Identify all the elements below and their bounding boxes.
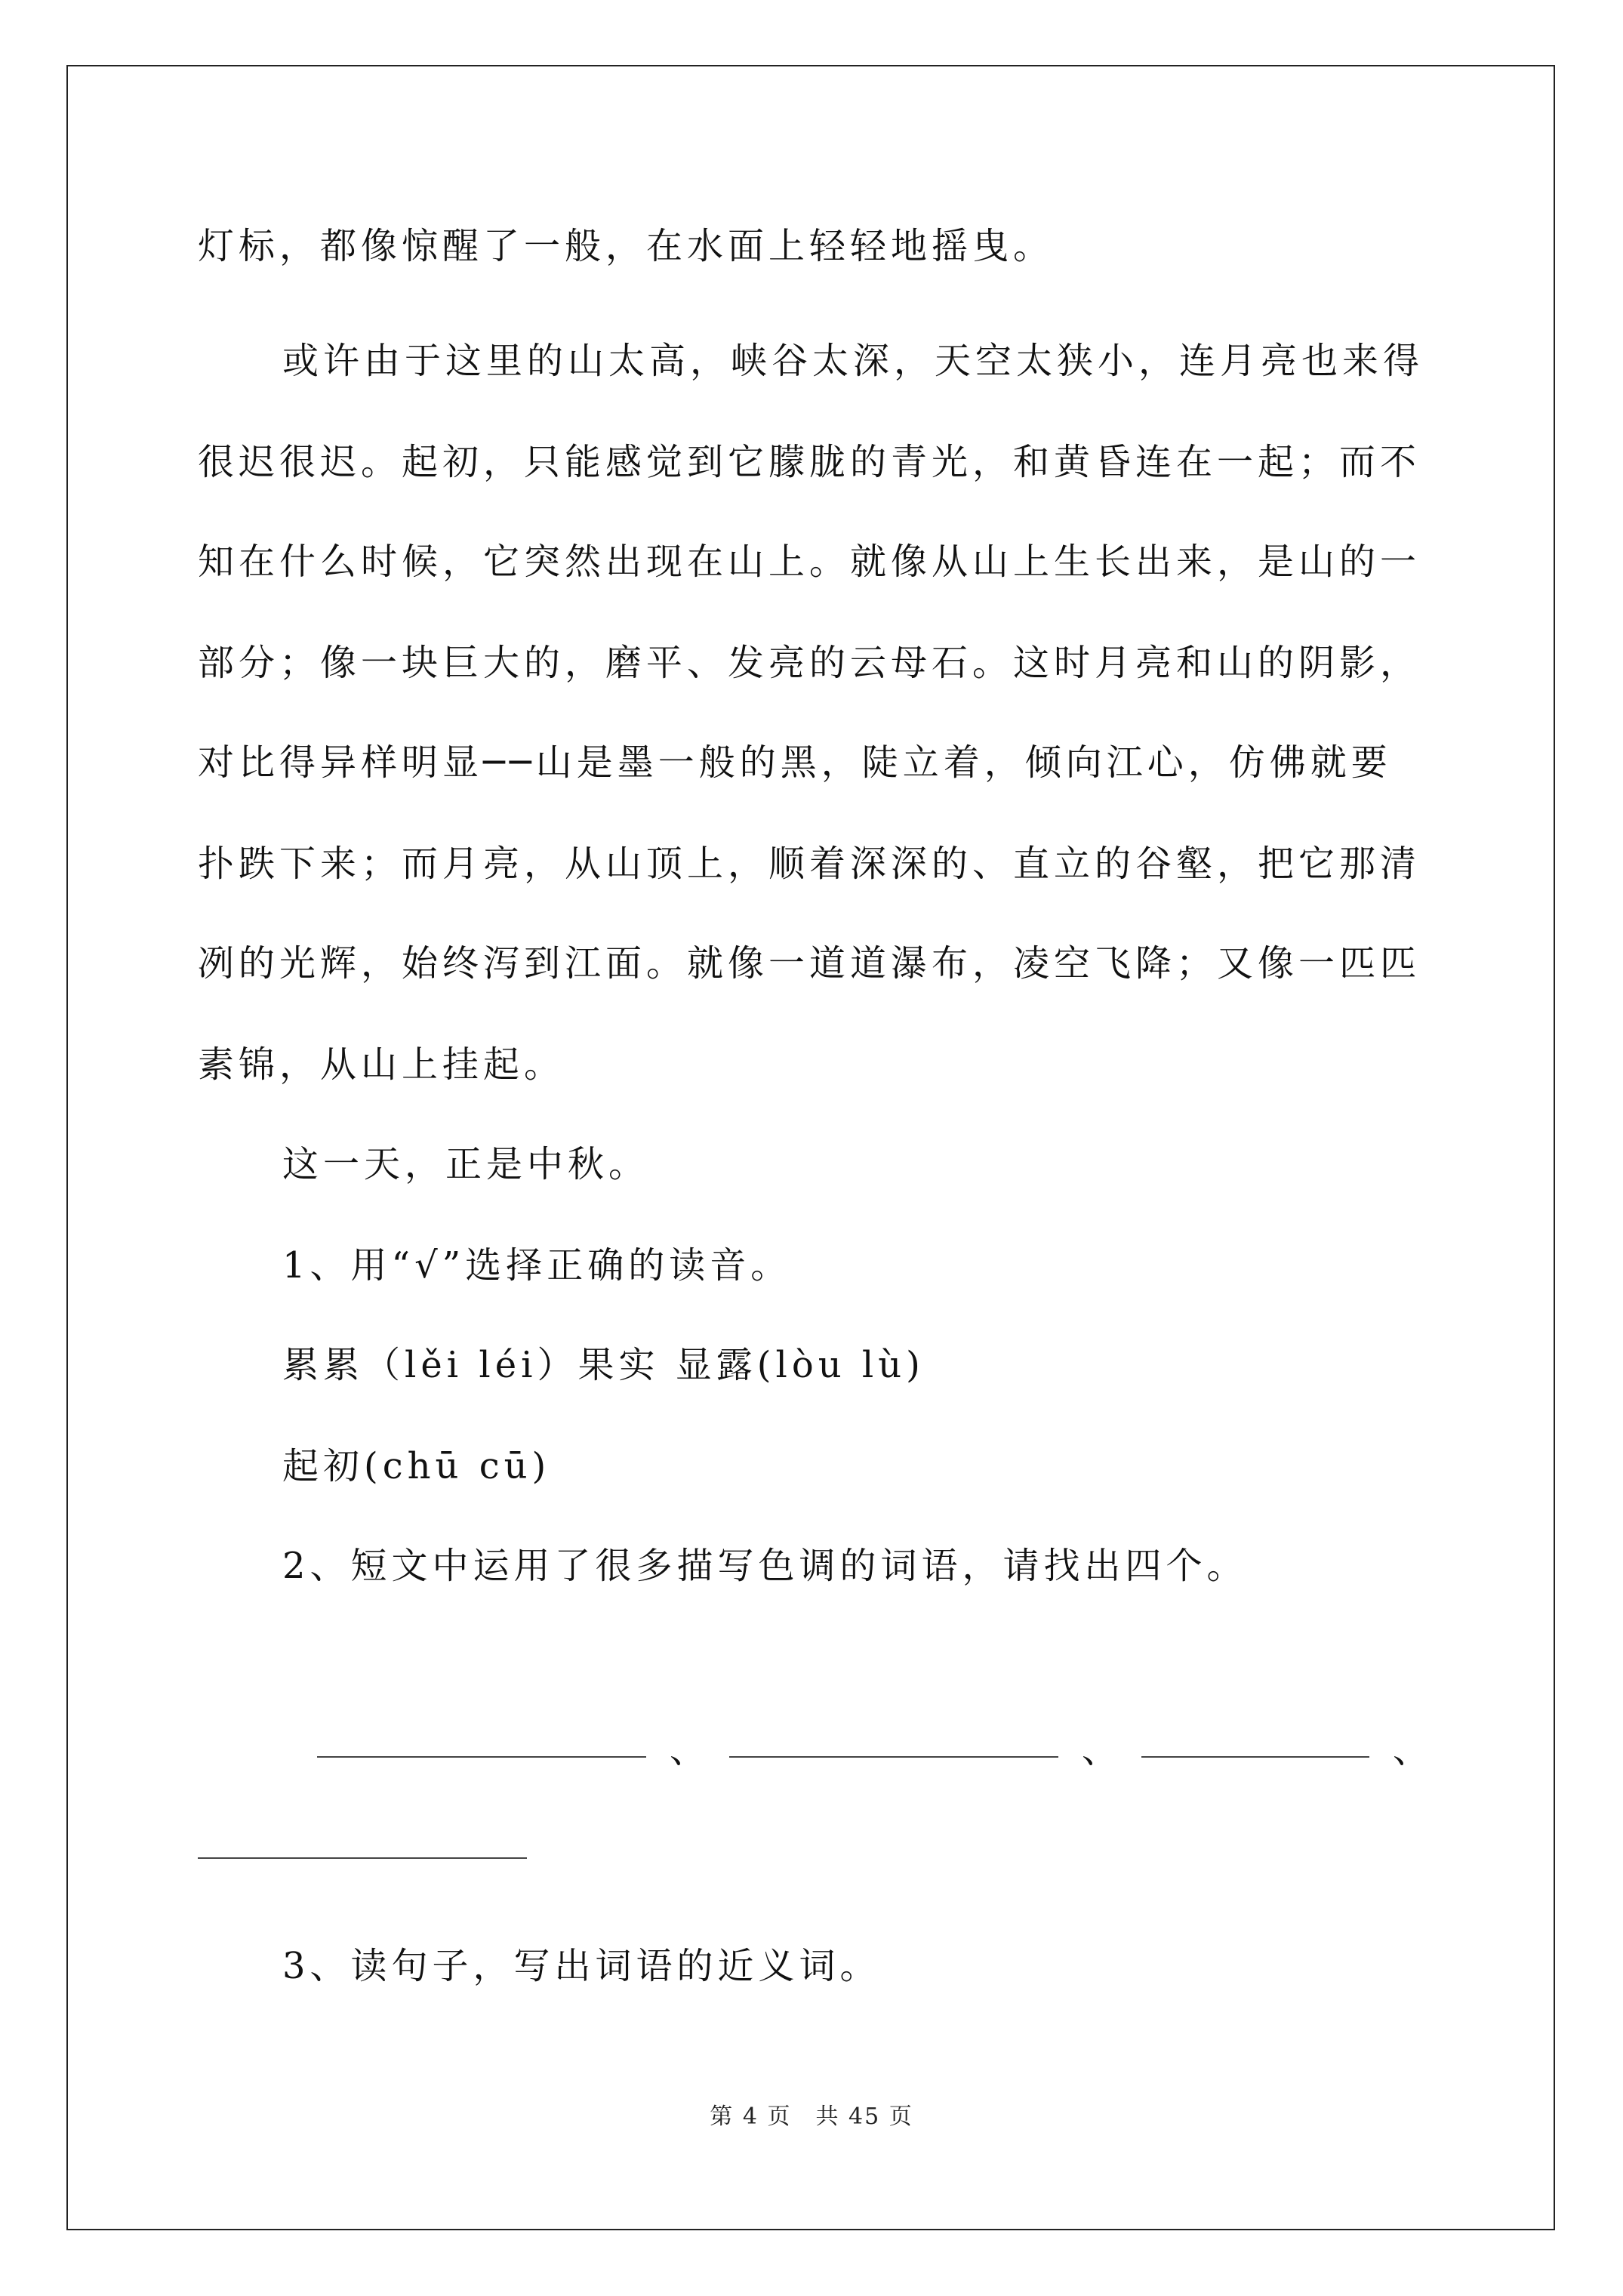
separator: 、 — [1081, 1729, 1118, 1771]
paragraph-line: 这一天，正是中秋。 — [282, 1143, 650, 1185]
paragraph-line: 或许由于这里的山太高，峡谷太深，天空太狭小，连月亮也来得 — [282, 340, 1424, 382]
question-2: 2、短文中运用了很多描写色调的词语，请找出四个。 — [282, 1545, 1248, 1587]
paragraph-line: 扑跌下来；而月亮，从山顶上，顺着深深的、直立的谷壑，把它那清 — [198, 843, 1421, 885]
paragraph-line: 素锦，从山上挂起。 — [198, 1043, 565, 1086]
answer-blank-2[interactable] — [729, 1756, 1058, 1758]
paragraph-line: 知在什么时候，它突然出现在山上。就像从山上生长出来，是山的一 — [198, 541, 1421, 583]
answer-blanks-row — [317, 1727, 1452, 1773]
question-3: 3、读句子，写出词语的近义词。 — [282, 1945, 881, 1987]
answer-blank-1[interactable] — [317, 1756, 646, 1758]
separator: 、 — [1392, 1729, 1429, 1771]
question-1-option: 累累（lěi léi）果实 显露(lòu lù) — [282, 1344, 925, 1386]
paragraph-line: 灯标，都像惊醒了一般，在水面上轻轻地摇曳。 — [198, 225, 1055, 267]
paragraph-line: 对比得异样明显──山是墨一般的黑，陡立着，倾向江心，仿佛就要 — [198, 741, 1392, 784]
separator: 、 — [669, 1729, 706, 1771]
question-1: 1、用“√”选择正确的读音。 — [282, 1244, 792, 1287]
paragraph-line: 很迟很迟。起初，只能感觉到它朦胧的青光，和黄昏连在一起；而不 — [198, 441, 1421, 483]
answer-blank-3[interactable] — [1141, 1756, 1369, 1758]
paragraph-line: 部分；像一块巨大的，磨平、发亮的云母石。这时月亮和山的阴影， — [198, 642, 1421, 684]
question-1-option: 起初(chū cū) — [282, 1445, 551, 1487]
page-footer: 第 4 页 共 45 页 — [710, 2103, 913, 2130]
answer-blank-4[interactable] — [198, 1857, 527, 1859]
paragraph-line: 冽的光辉，始终泻到江面。就像一道道瀑布，凌空飞降；又像一匹匹 — [198, 942, 1421, 985]
